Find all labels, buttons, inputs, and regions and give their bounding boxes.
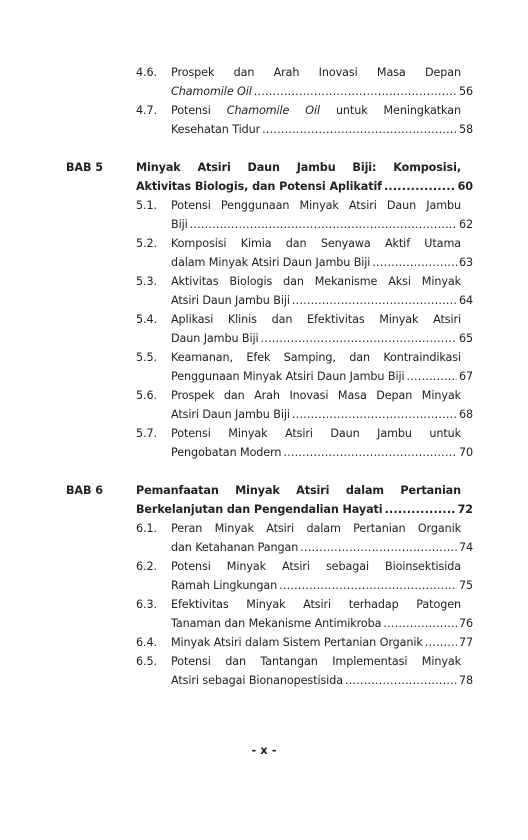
dot-leader — [406, 369, 456, 385]
dot-leader — [425, 635, 457, 651]
toc-entry-text: Chamomile Oil — [171, 85, 252, 98]
toc-number: 4.7. — [136, 104, 157, 117]
toc-entry-text: Pengobatan Modern — [171, 446, 282, 459]
dot-leader — [261, 331, 457, 347]
toc-entry-text: Prospek dan Arah Inovasi Masa Depan — [171, 66, 461, 79]
toc-entry-leader-line — [171, 293, 473, 309]
chapter-title: Minyak Atsiri Daun Jambu Biji: Komposisi, — [136, 161, 461, 174]
toc-entry-leader-line — [171, 445, 473, 461]
chapter-title: Aktivitas Biologis, dan Potensi Aplikatif — [136, 180, 382, 193]
toc-entry-text: Atsiri Daun Jambu Biji — [171, 408, 290, 421]
toc-page-number: 75 — [458, 579, 473, 592]
chapter-title: Berkelanjutan dan Pengendalian Hayati — [136, 503, 383, 516]
toc-entry-text: Daun Jambu Biji — [171, 332, 259, 345]
toc-entry-leader-line — [136, 179, 473, 195]
toc-page-number: 68 — [458, 408, 473, 421]
toc-entry-leader-line — [136, 502, 473, 518]
toc-number: 6.1. — [136, 522, 157, 535]
dot-leader — [283, 445, 457, 461]
toc-page-number: 65 — [458, 332, 473, 345]
toc-entry-text: Keamanan, Efek Samping, dan Kontraindikasi — [171, 351, 461, 364]
toc-entry-leader-line — [171, 578, 473, 594]
toc-entry-text-part: Potensi — [171, 104, 211, 117]
toc-entry-text: Ramah Lingkungan — [171, 579, 278, 592]
toc-page-number: 78 — [458, 674, 473, 687]
toc-number: 5.1. — [136, 199, 157, 212]
toc-entry-leader-line — [171, 217, 473, 233]
toc-entry-text-part: untuk Meningkatkan — [335, 104, 461, 117]
dot-leader — [300, 540, 457, 556]
chapter-label: BAB 5 — [66, 161, 103, 174]
toc-entry-text — [171, 103, 461, 119]
toc-number: 5.4. — [136, 313, 157, 326]
dot-leader — [384, 179, 456, 195]
toc-entry-text: Minyak Atsiri dalam Sistem Pertanian Organik — [171, 636, 423, 649]
toc-entry-text: Peran Minyak Atsiri dalam Pertanian Organik — [171, 522, 461, 535]
toc-entry-leader-line — [171, 122, 473, 138]
toc-page-number: 77 — [458, 636, 473, 649]
dot-leader — [385, 502, 456, 518]
toc-entry-leader-line — [171, 84, 473, 100]
toc-entry-text: Potensi Penggunaan Minyak Atsiri Daun Jambu — [171, 199, 461, 212]
toc-entry-text: Penggunaan Minyak Atsiri Daun Jambu Biji — [171, 370, 405, 383]
toc-entry-leader-line — [171, 255, 473, 271]
toc-entry-text: dan Ketahanan Pangan — [171, 541, 299, 554]
toc-entry-text: Biji — [171, 218, 188, 231]
toc-entry-leader-line — [171, 616, 473, 632]
toc-entry-text: Potensi dan Tantangan Implementasi Minyak — [171, 655, 461, 668]
toc-page-number: 62 — [458, 218, 473, 231]
toc-page-number: 76 — [458, 617, 473, 630]
dot-leader — [262, 122, 457, 138]
toc-number: 5.3. — [136, 275, 157, 288]
toc-entry-text: Potensi Minyak Atsiri Daun Jambu untuk — [171, 427, 461, 440]
toc-number: 6.4. — [136, 636, 157, 649]
toc-entry-leader-line — [171, 673, 473, 689]
toc-page-number: 64 — [458, 294, 473, 307]
chapter-label: BAB 6 — [66, 484, 103, 497]
toc-entry-text: Tanaman dan Mekanisme Antimikroba — [171, 617, 382, 630]
dot-leader — [292, 407, 457, 423]
toc-entry-leader-line — [171, 369, 473, 385]
toc-entry-text: Aktivitas Biologis dan Mekanisme Aksi Minyak — [171, 275, 461, 288]
toc-entry-leader-line — [171, 407, 473, 423]
toc-page-number: 63 — [458, 256, 473, 269]
toc-entry-text: Komposisi Kimia dan Senyawa Aktif Utama — [171, 237, 461, 250]
toc-page-number: 56 — [458, 85, 473, 98]
toc-entry-text: Efektivitas Minyak Atsiri terhadap Patogen — [171, 598, 461, 611]
toc-number: 5.2. — [136, 237, 157, 250]
toc-page-number: 60 — [457, 180, 473, 193]
toc-entry-text-part: Chamomile Oil — [226, 104, 320, 117]
toc-page-number: 58 — [458, 123, 473, 136]
toc-number: 5.5. — [136, 351, 157, 364]
toc-page-number: 67 — [458, 370, 473, 383]
toc-number: 6.3. — [136, 598, 157, 611]
toc-number: 4.6. — [136, 66, 157, 79]
toc-number: 5.6. — [136, 389, 157, 402]
toc-entry-leader-line — [171, 540, 473, 556]
toc-entry-leader-line — [171, 331, 473, 347]
toc-entry-text: Potensi Minyak Atsiri sebagai Bioinsektisida — [171, 560, 461, 573]
toc-page-number: 70 — [458, 446, 473, 459]
dot-leader — [345, 673, 457, 689]
toc-number: 6.5. — [136, 655, 157, 668]
toc-entry-text: dalam Minyak Atsiri Daun Jambu Biji — [171, 256, 371, 269]
toc-entry-text: Atsiri sebagai Bionanopestisida — [171, 674, 343, 687]
toc-entry-leader-line — [171, 635, 473, 651]
dot-leader — [254, 84, 457, 100]
dot-leader — [279, 578, 457, 594]
toc-entry-text: Aplikasi Klinis dan Efektivitas Minyak Atsiri — [171, 313, 461, 326]
dot-leader — [372, 255, 457, 271]
toc-page-number: 72 — [457, 503, 473, 516]
toc-entry-text: Atsiri Daun Jambu Biji — [171, 294, 290, 307]
page-number-footer: - x - — [251, 743, 277, 757]
chapter-title: Pemanfaatan Minyak Atsiri dalam Pertanian — [136, 484, 461, 497]
toc-number: 6.2. — [136, 560, 157, 573]
dot-leader — [383, 616, 457, 632]
dot-leader — [190, 217, 457, 233]
toc-number: 5.7. — [136, 427, 157, 440]
toc-entry-text: Kesehatan Tidur — [171, 123, 261, 136]
toc-page-number: 74 — [458, 541, 473, 554]
dot-leader — [292, 293, 457, 309]
toc-entry-text: Prospek dan Arah Inovasi Masa Depan Minyak — [171, 389, 461, 402]
